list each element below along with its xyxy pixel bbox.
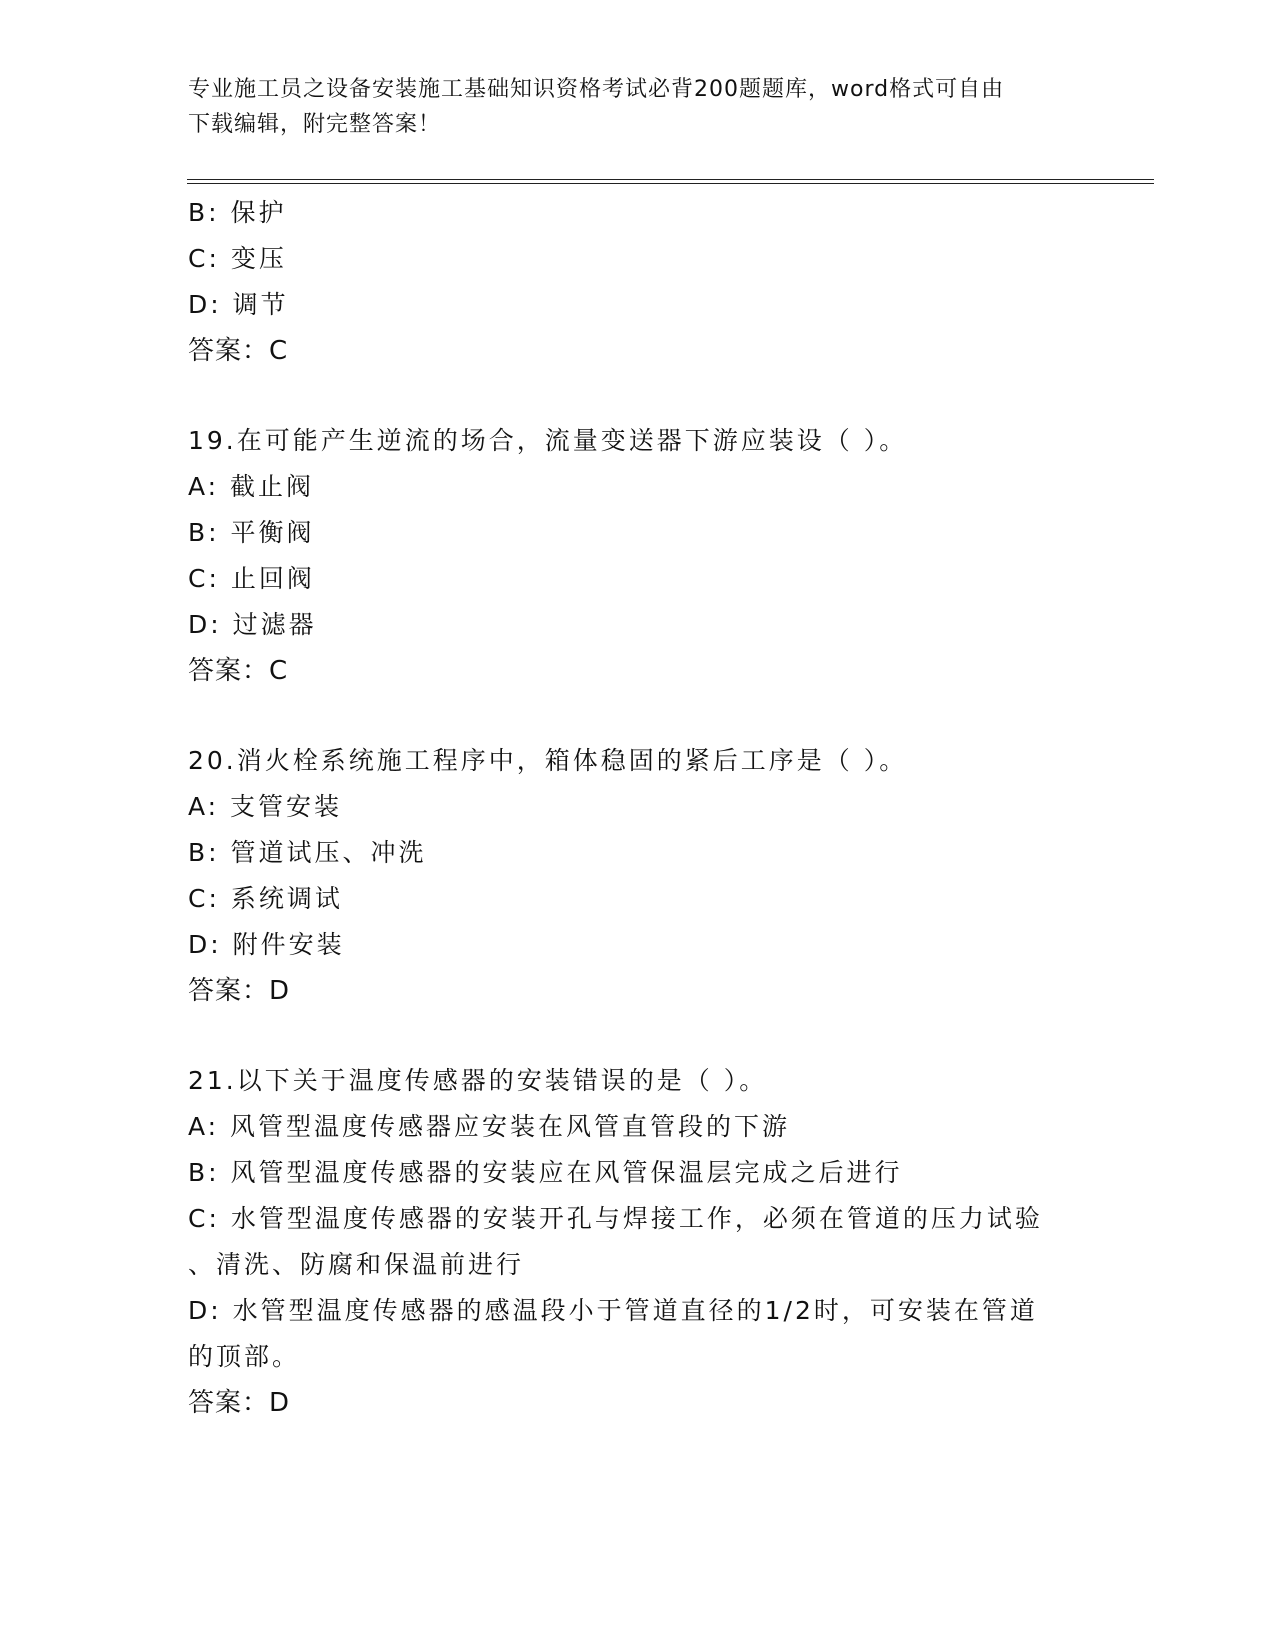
header-divider-bottom bbox=[187, 183, 1154, 184]
option-c: C: 水管型温度传感器的安装开孔与焊接工作，必须在管道的压力试验 bbox=[188, 1204, 1043, 1233]
question-stem: 20.消火栓系统施工程序中，箱体稳固的紧后工序是（ ）。 bbox=[188, 746, 908, 775]
option-d: D: 附件安装 bbox=[188, 930, 345, 959]
question-18-partial bbox=[188, 190, 1088, 374]
header-line-2: 下载编辑，附完整答案！ bbox=[188, 112, 442, 137]
option-a: A: 截止阀 bbox=[188, 472, 315, 501]
answer-line: 答案：C bbox=[188, 336, 289, 366]
option-b: B: 保护 bbox=[188, 198, 287, 227]
option-d-continued: 的顶部。 bbox=[188, 1342, 301, 1371]
answer-line: 答案：D bbox=[188, 1388, 291, 1418]
option-c-continued: 、清洗、防腐和保温前进行 bbox=[188, 1250, 525, 1279]
question-19 bbox=[188, 418, 1088, 694]
question-stem: 21.以下关于温度传感器的安装错误的是（ ）。 bbox=[188, 1066, 768, 1095]
option-c: C: 系统调试 bbox=[188, 884, 343, 913]
option-a: A: 风管型温度传感器应安装在风管直管段的下游 bbox=[188, 1112, 791, 1141]
answer-line: 答案：C bbox=[188, 656, 289, 686]
option-c: C: 变压 bbox=[188, 244, 287, 273]
answer-line: 答案：D bbox=[188, 976, 291, 1006]
option-b: B: 风管型温度传感器的安装应在风管保温层完成之后进行 bbox=[188, 1158, 903, 1187]
option-b: B: 平衡阀 bbox=[188, 518, 315, 547]
spacer bbox=[188, 374, 1088, 418]
option-d: D: 水管型温度传感器的感温段小于管道直径的1/2时，可安装在管道 bbox=[188, 1296, 1038, 1325]
spacer bbox=[188, 694, 1088, 738]
header-line-1: 专业施工员之设备安装施工基础知识资格考试必背200题题库，word格式可自由 bbox=[188, 77, 1005, 102]
document-header bbox=[188, 72, 1088, 142]
spacer bbox=[188, 1014, 1088, 1058]
option-d: D: 过滤器 bbox=[188, 610, 317, 639]
question-stem: 19.在可能产生逆流的场合，流量变送器下游应装设（ ）。 bbox=[188, 426, 908, 455]
question-20 bbox=[188, 738, 1088, 1014]
option-a: A: 支管安装 bbox=[188, 792, 343, 821]
question-list bbox=[188, 190, 1088, 1426]
option-d: D: 调节 bbox=[188, 290, 289, 319]
header-divider-top bbox=[187, 179, 1154, 180]
option-b: B: 管道试压、冲洗 bbox=[188, 838, 427, 867]
question-21 bbox=[188, 1058, 1088, 1426]
option-c: C: 止回阀 bbox=[188, 564, 315, 593]
